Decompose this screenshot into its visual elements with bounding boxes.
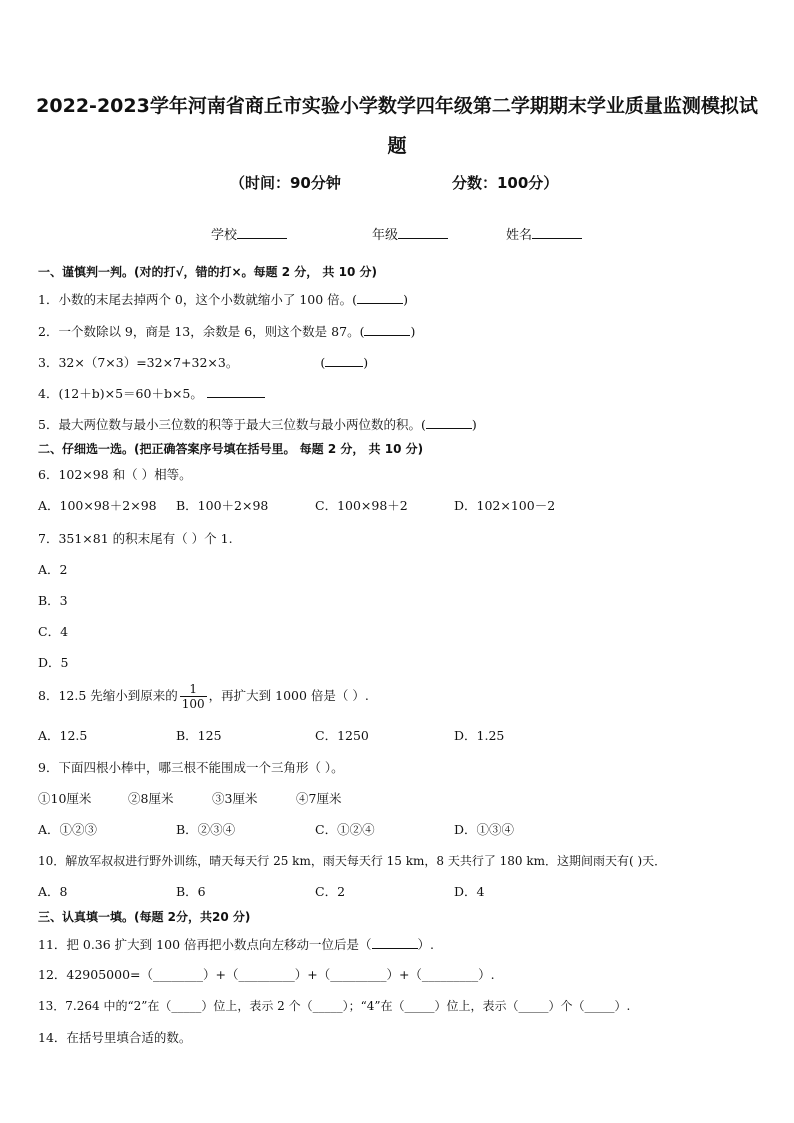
question-5-text: 5．最大两位数与最小三位数的积等于最大三位数与最小两位数的积。( (38, 417, 426, 432)
q10-option-b[interactable]: B．6 (176, 884, 206, 899)
answer-blank[interactable] (357, 291, 403, 304)
q6-option-a[interactable]: A．100×98＋2×98 (38, 498, 157, 513)
question-8-text: 8．12.5 先缩小到原来的 (38, 688, 178, 703)
q10-option-c[interactable]: C．2 (315, 884, 346, 899)
q9-stick-3: ③3厘米 (212, 791, 258, 806)
q7-option-a[interactable]: A．2 (38, 562, 68, 577)
q8-option-a[interactable]: A．12.5 (38, 728, 88, 743)
grade-field[interactable] (372, 224, 448, 243)
grade-label: 年级 (372, 228, 399, 243)
q7-option-d[interactable]: D．5 (38, 655, 69, 670)
section-2-heading: 二、仔细选一选。(把正确答案序号填在括号里。 每题 2 分， 共 10 分) (38, 442, 424, 456)
school-blank[interactable] (237, 225, 287, 239)
question-2-close: ) (410, 324, 416, 339)
question-1-text: 1．小数的末尾去掉两个 0，这个小数就缩小了 100 倍。( (38, 292, 358, 307)
question-8 (38, 681, 369, 711)
q10-option-a[interactable]: A．8 (38, 884, 68, 899)
exam-meta (0, 172, 794, 192)
section-3-heading: 三、认真填一填。(每题 2分，共20 分) (38, 910, 251, 924)
answer-blank[interactable] (372, 936, 418, 949)
q9-stick-4: ④7厘米 (296, 791, 342, 806)
question-2 (38, 323, 415, 340)
title-line-2: 题 (387, 135, 407, 157)
question-4-text: 4．(12＋b)×5＝60＋b×5。 (38, 386, 203, 401)
q9-stick-2: ②8厘米 (128, 791, 174, 806)
question-14: 14．在括号里填合适的数。 (38, 1030, 192, 1045)
section-1-heading: 一、谨慎判一判。(对的打√，错的打×。每题 2 分， 共 10 分) (38, 265, 377, 279)
q6-option-b[interactable]: B．100＋2×98 (176, 498, 269, 513)
q7-option-c[interactable]: C．4 (38, 624, 69, 639)
q7-option-b[interactable]: B．3 (38, 593, 68, 608)
q9-option-d[interactable]: D．①③④ (454, 822, 515, 837)
question-6: 6．102×98 和（ ）相等。 (38, 467, 192, 482)
answer-blank[interactable] (364, 323, 410, 336)
answer-blank[interactable] (325, 354, 363, 367)
question-3-close: ) (363, 355, 369, 370)
question-1 (38, 291, 408, 308)
question-11 (38, 936, 434, 953)
question-7: 7．351×81 的积末尾有（ ）个 1. (38, 531, 233, 546)
q6-option-d[interactable]: D．102×100－2 (454, 498, 556, 513)
question-9: 9．下面四根小棒中，哪三根不能围成一个三角形（ ）。 (38, 760, 344, 775)
student-fields (0, 224, 794, 242)
q9-option-a[interactable]: A．①②③ (38, 822, 98, 837)
question-5-close: ) (471, 417, 477, 432)
q8-option-d[interactable]: D．1.25 (454, 728, 505, 743)
school-field[interactable] (211, 224, 287, 243)
question-3-open: ( (320, 355, 326, 370)
q8-option-b[interactable]: B．125 (176, 728, 222, 743)
q10-option-d[interactable]: D．4 (454, 884, 485, 899)
name-label: 姓名 (506, 228, 533, 243)
question-10: 10．解放军叔叔进行野外训练，晴天每天行 25 km，雨天每天行 15 km，8 天共行了 180 km．这期间雨天有( )天． (38, 854, 667, 868)
question-1-close: ) (403, 292, 408, 307)
question-4 (38, 385, 265, 402)
question-13[interactable]: 13．7.264 中的“2”在（_____）位上，表示 2 个（_____）；“4”在（_____）位上，表示（_____）个（_____）. (38, 999, 631, 1013)
time-label: （时间：90分钟 (230, 174, 341, 192)
question-3 (38, 354, 368, 371)
name-blank[interactable] (532, 225, 582, 239)
q9-option-c[interactable]: C．①②④ (315, 822, 375, 837)
question-3-text: 3．32×（7×3）=32×7+32×3。 (38, 355, 239, 370)
fraction (180, 682, 207, 711)
question-11-close: ）. (417, 937, 434, 952)
exam-title (30, 86, 764, 166)
title-line-1: 2022-2023学年河南省商丘市实验小学数学四年级第二学期期末学业质量监测模拟试 (36, 95, 758, 117)
fraction-denominator: 100 (181, 697, 205, 711)
name-field[interactable] (506, 224, 582, 243)
question-8-text-end: ，再扩大到 1000 倍是（ ）. (208, 688, 369, 703)
question-5 (38, 416, 477, 433)
answer-blank[interactable] (207, 385, 265, 398)
question-12[interactable]: 12．42905000=（________）+（_________）+（_________）+（_________）. (38, 967, 495, 982)
q9-stick-1: ①10厘米 (38, 791, 92, 806)
question-2-text: 2．一个数除以 9，商是 13，余数是 6，则这个数是 87。( (38, 324, 365, 339)
grade-blank[interactable] (398, 225, 448, 239)
question-11-text: 11．把 0.36 扩大到 100 倍再把小数点向左移动一位后是（ (38, 937, 372, 952)
answer-blank[interactable] (426, 416, 472, 429)
q6-option-c[interactable]: C．100×98＋2 (315, 498, 408, 513)
score-label: 分数：100分） (452, 174, 559, 192)
school-label: 学校 (211, 228, 238, 243)
q9-option-b[interactable]: B．②③④ (176, 822, 236, 837)
q8-option-c[interactable]: C．1250 (315, 728, 369, 743)
fraction-numerator: 1 (180, 682, 207, 697)
